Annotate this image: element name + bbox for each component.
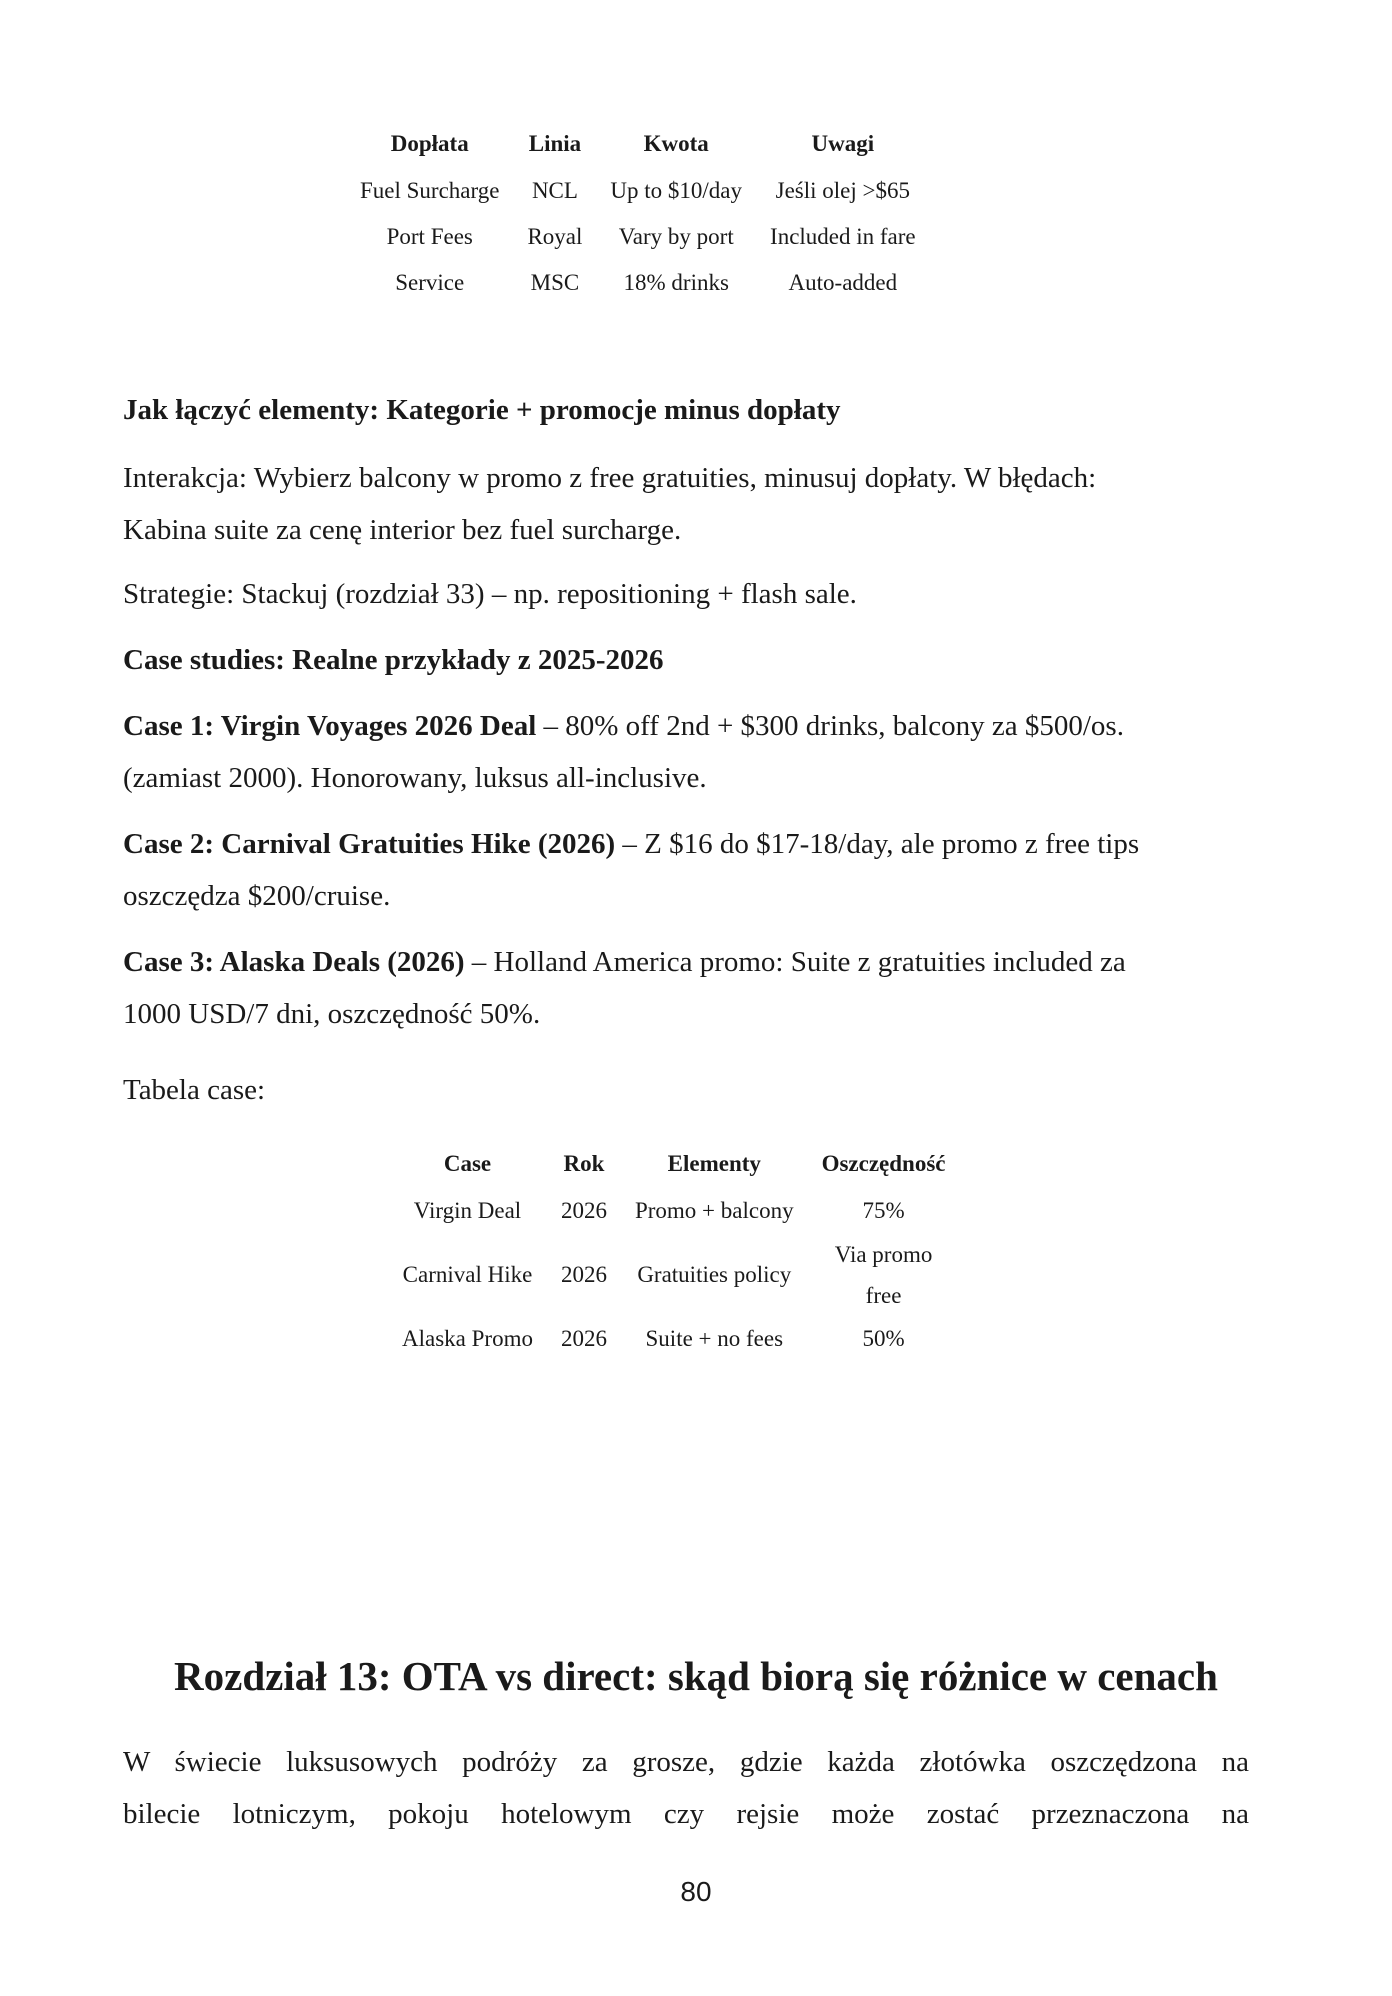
case-3-line-1 <box>123 936 1249 988</box>
table-case-label: Tabela case: <box>123 1074 266 1106</box>
case-1-description: – 80% off 2nd + $300 drinks, balcony za $500/os. <box>536 710 1124 742</box>
table-cell: 2026 <box>560 1198 607 1223</box>
table-cell: 18% drinks <box>623 270 729 295</box>
table-cell: Service <box>395 270 465 295</box>
chapter-title: Rozdział 13: OTA vs direct: skąd biorą się różnice w cenach <box>174 1653 1218 1699</box>
header-cell: Kwota <box>643 131 709 156</box>
table-cell: 2026 <box>560 1326 607 1351</box>
header-cell: Uwagi <box>811 131 875 156</box>
case-3-line-2: 1000 USD/7 dni, oszczędność 50%. <box>123 998 541 1030</box>
table-row <box>388 1234 960 1316</box>
case-2-description: – Z $16 do $17-18/day, ale promo z free tips <box>615 828 1140 860</box>
page-number: 80 <box>680 1876 712 1907</box>
surcharges-table <box>346 120 930 306</box>
header-cell: Linia <box>528 131 582 156</box>
case-3-description: – Holland America promo: Suite z gratuities included za <box>464 946 1126 978</box>
table-cell: NCL <box>531 178 578 203</box>
table-cell: MSC <box>530 270 580 295</box>
table-cell: Via promo free <box>834 1242 933 1308</box>
section-heading-text: Jak łączyć elementy: Kategorie + promocje minus dopłaty <box>123 394 841 426</box>
table-header-row <box>388 1140 960 1188</box>
section-heading <box>123 384 1249 436</box>
table-row <box>388 1188 960 1234</box>
header-cell: Case <box>443 1151 492 1176</box>
case-3-paragraph <box>123 936 1249 1040</box>
table-cell: Up to $10/day <box>610 178 743 203</box>
table-header-row <box>346 120 930 168</box>
table-row <box>346 214 930 260</box>
case-3-title: Case 3: Alaska Deals (2026) <box>123 946 465 978</box>
chapter-intro-line-1: W świecie luksusowych podróży za grosze, gdzie każda złotówka oszczędzona na <box>123 1746 1249 1778</box>
case-2-line-1 <box>123 818 1249 870</box>
header-cell: Oszczędność <box>821 1151 946 1176</box>
table-cell: Royal <box>527 224 583 249</box>
table-cell: Alaska Promo <box>402 1326 533 1351</box>
case-1-paragraph <box>123 700 1249 804</box>
table-cell: 75% <box>862 1198 905 1223</box>
case-2-title: Case 2: Carnival Gratuities Hike (2026) <box>123 828 616 860</box>
table-cell: Fuel Surcharge <box>360 178 500 203</box>
table-cell: Vary by port <box>618 224 734 249</box>
table-cell: Suite + no fees <box>645 1326 784 1351</box>
table-cell: Port Fees <box>386 224 473 249</box>
table-cell: Auto-added <box>788 270 898 295</box>
header-cell: Rok <box>563 1151 605 1176</box>
header-cell: Elementy <box>667 1151 761 1176</box>
case-1-line-2: (zamiast 2000). Honorowany, luksus all-inclusive. <box>123 762 707 794</box>
case-studies-heading-text: Case studies: Realne przykłady z 2025-2026 <box>123 644 664 676</box>
table-cell: Virgin Deal <box>413 1198 522 1223</box>
interaction-line-2: Kabina suite za cenę interior bez fuel surcharge. <box>123 514 682 546</box>
table-cell: 2026 <box>560 1262 607 1287</box>
case-studies-heading <box>123 634 1249 686</box>
cases-table <box>388 1140 960 1362</box>
interaction-line-1: Interakcja: Wybierz balcony w promo z free gratuities, minusuj dopłaty. W błędach: <box>123 462 1097 494</box>
table-cell: Gratuities policy <box>637 1262 792 1287</box>
case-2-paragraph <box>123 818 1249 922</box>
table-cell: Included in fare <box>770 224 916 249</box>
case-1-title: Case 1: Virgin Voyages 2026 Deal <box>123 710 537 742</box>
interaction-paragraph <box>123 452 1249 556</box>
table-row <box>346 168 930 214</box>
table-row <box>388 1316 960 1362</box>
header-cell: Dopłata <box>390 131 469 156</box>
chapter-intro-paragraph <box>123 1736 1249 1840</box>
strategies-paragraph: Strategie: Stackuj (rozdział 33) – np. repositioning + flash sale. <box>123 578 857 610</box>
case-2-line-2: oszczędza $200/cruise. <box>123 880 391 912</box>
case-1-line-1 <box>123 700 1249 752</box>
chapter-intro-line-2: bilecie lotniczym, pokoju hotelowym czy rejsie może zostać przeznaczona na <box>123 1798 1249 1830</box>
table-cell: Jeśli olej >$65 <box>775 178 910 203</box>
table-cell: Carnival Hike <box>402 1262 533 1287</box>
table-cell: Promo + balcony <box>634 1198 794 1223</box>
table-row <box>346 260 930 306</box>
table-cell: 50% <box>862 1326 905 1351</box>
